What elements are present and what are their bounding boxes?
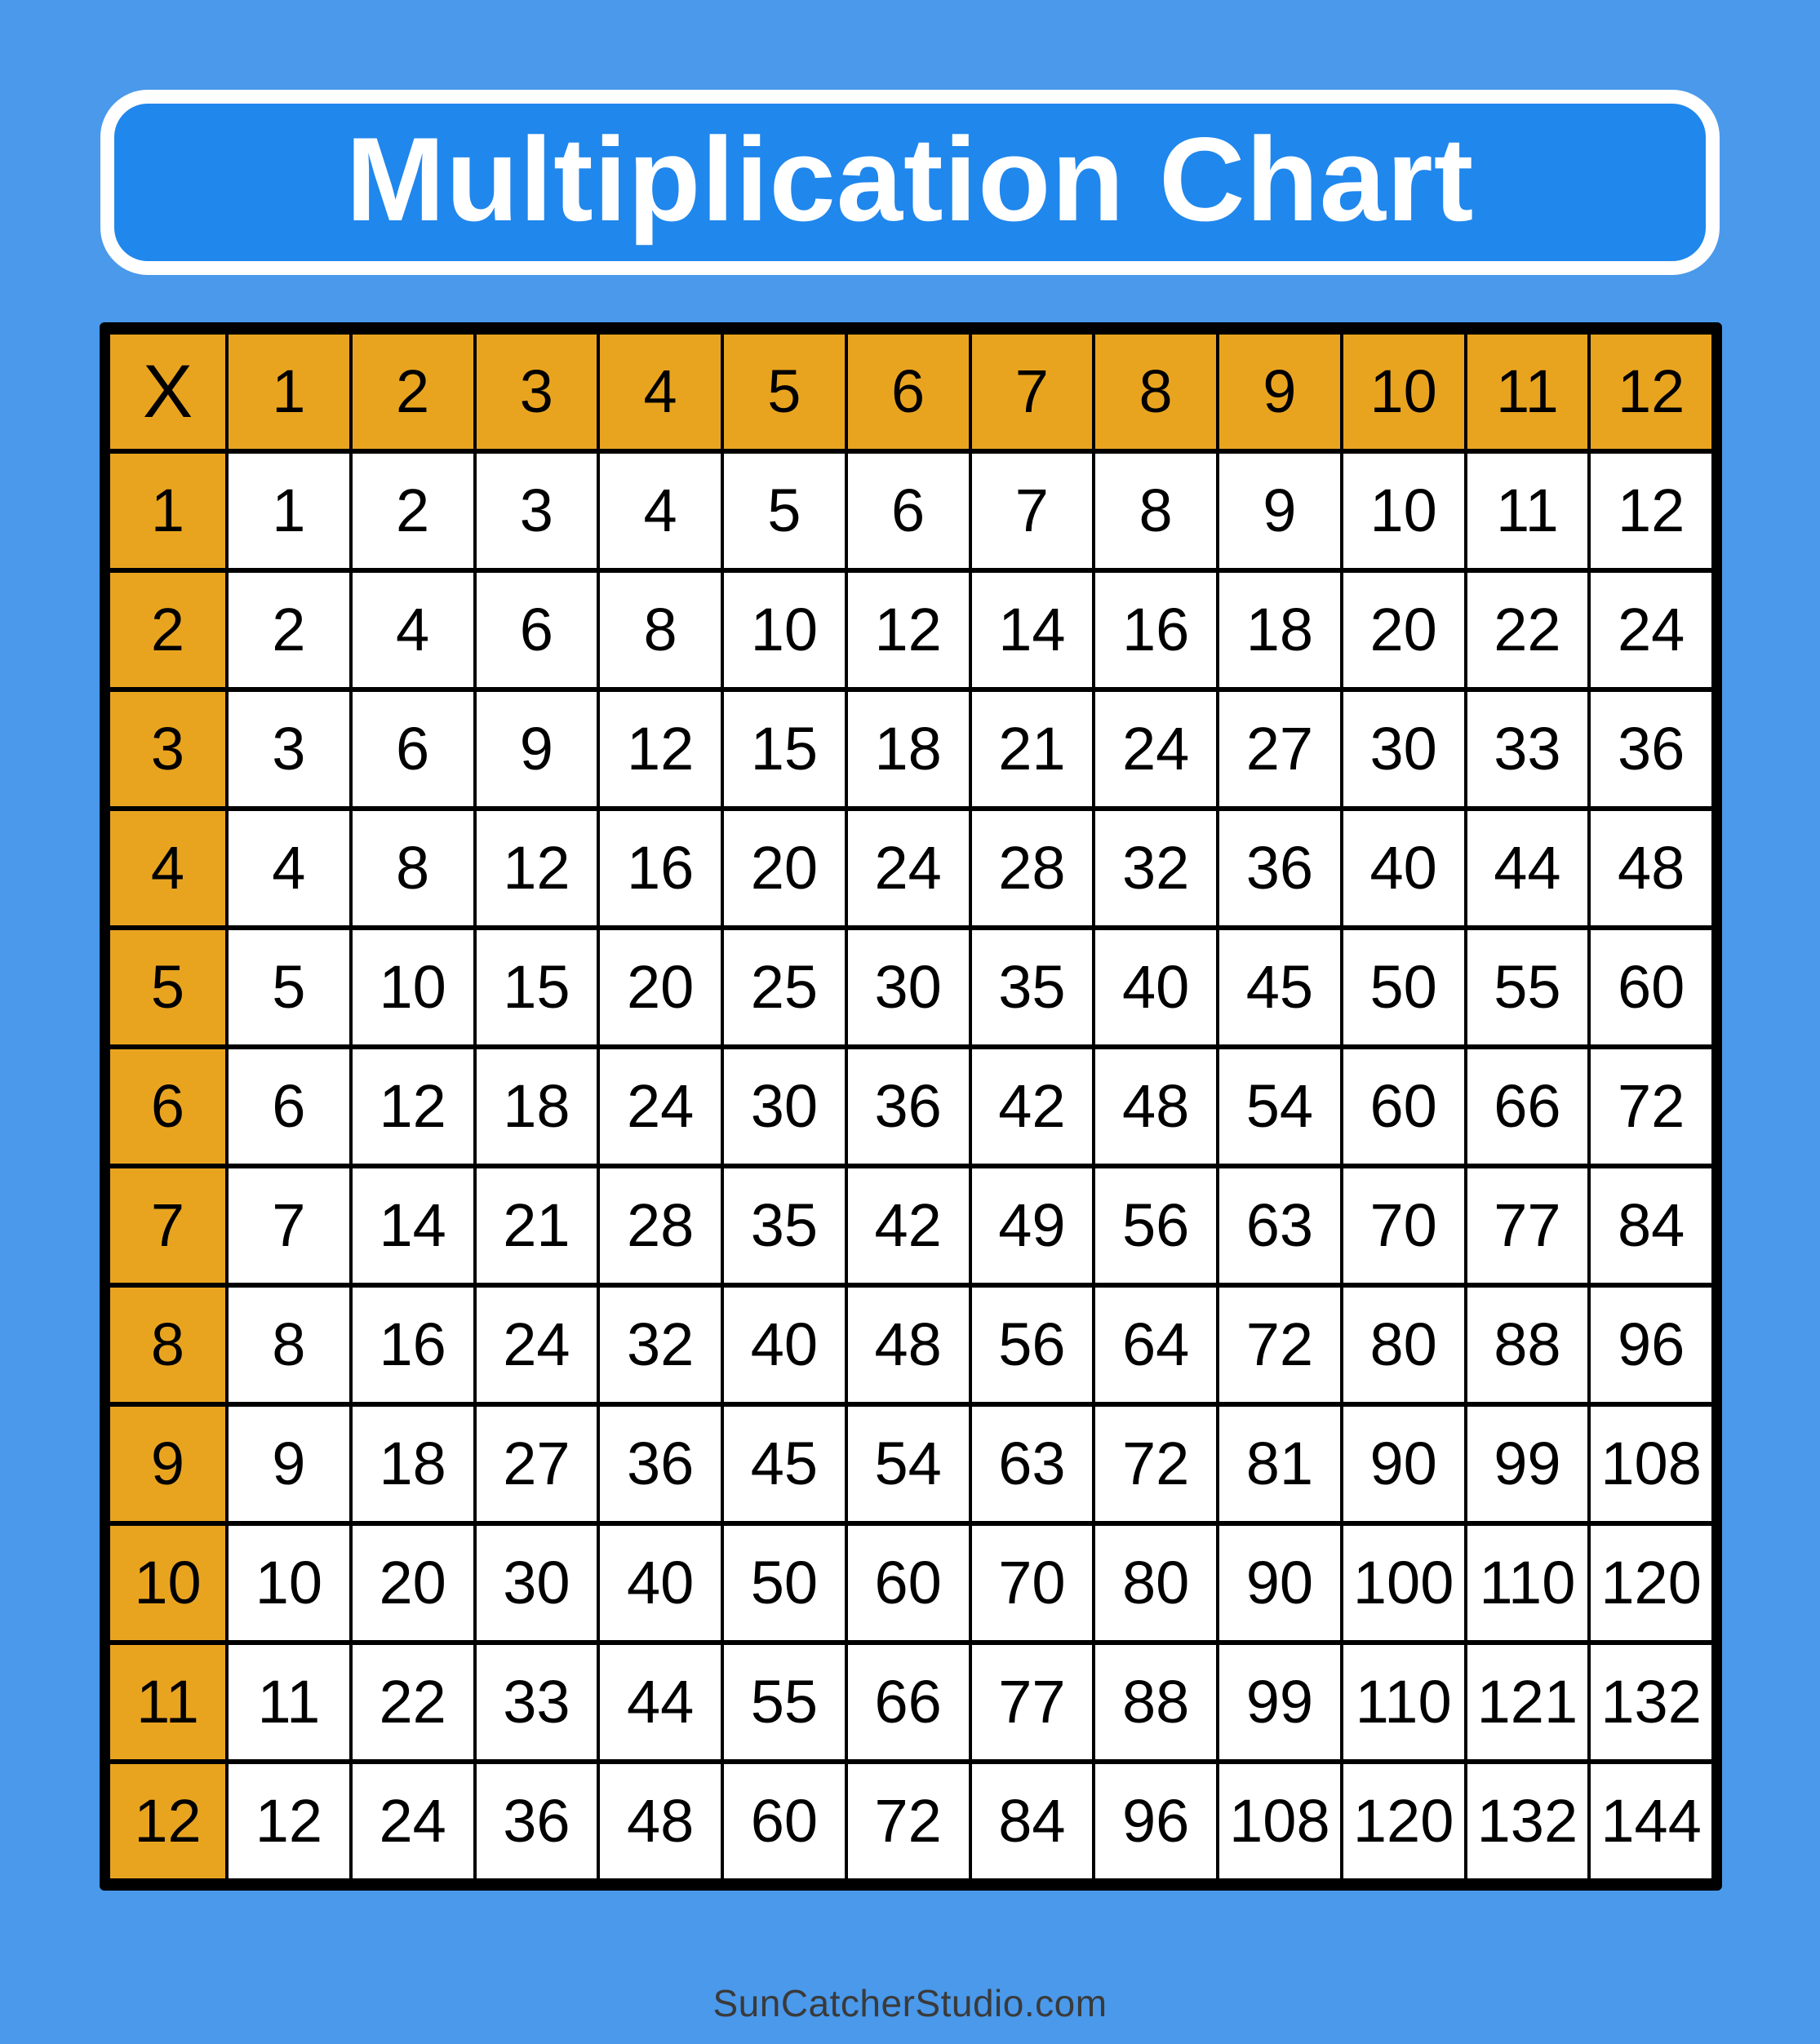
product-cell-12x11: 132 (1466, 1762, 1590, 1881)
table-row-11 (109, 1643, 1713, 1762)
product-cell-1x10: 10 (1342, 451, 1466, 570)
product-cell-4x6: 24 (846, 809, 970, 928)
product-cell-8x4: 32 (598, 1285, 722, 1404)
table-header (109, 332, 1713, 451)
product-cell-3x5: 15 (722, 689, 846, 809)
product-cell-9x12: 108 (1589, 1404, 1713, 1523)
product-cell-11x1: 11 (227, 1643, 351, 1762)
product-cell-3x3: 9 (475, 689, 599, 809)
product-cell-3x11: 33 (1466, 689, 1590, 809)
product-cell-10x7: 70 (970, 1523, 1094, 1643)
product-cell-8x3: 24 (475, 1285, 599, 1404)
product-cell-12x5: 60 (722, 1762, 846, 1881)
product-cell-10x3: 30 (475, 1523, 599, 1643)
product-cell-2x11: 22 (1466, 570, 1590, 689)
product-cell-2x6: 12 (846, 570, 970, 689)
product-cell-7x6: 42 (846, 1166, 970, 1285)
table-row-5 (109, 928, 1713, 1047)
table-row-10 (109, 1523, 1713, 1643)
product-cell-5x12: 60 (1589, 928, 1713, 1047)
product-cell-10x8: 80 (1094, 1523, 1218, 1643)
product-cell-3x6: 18 (846, 689, 970, 809)
column-header-10: 10 (1342, 332, 1466, 451)
product-cell-5x3: 15 (475, 928, 599, 1047)
product-cell-11x10: 110 (1342, 1643, 1466, 1762)
product-cell-11x12: 132 (1589, 1643, 1713, 1762)
column-header-2: 2 (351, 332, 475, 451)
corner-cell: X (109, 332, 227, 451)
product-cell-12x1: 12 (227, 1762, 351, 1881)
product-cell-4x10: 40 (1342, 809, 1466, 928)
product-cell-11x4: 44 (598, 1643, 722, 1762)
row-header-2: 2 (109, 570, 227, 689)
product-cell-2x2: 4 (351, 570, 475, 689)
column-header-1: 1 (227, 332, 351, 451)
row-header-8: 8 (109, 1285, 227, 1404)
product-cell-2x1: 2 (227, 570, 351, 689)
product-cell-4x8: 32 (1094, 809, 1218, 928)
product-cell-2x4: 8 (598, 570, 722, 689)
column-header-5: 5 (722, 332, 846, 451)
product-cell-12x4: 48 (598, 1762, 722, 1881)
product-cell-11x8: 88 (1094, 1643, 1218, 1762)
header-row (109, 332, 1713, 451)
product-cell-12x10: 120 (1342, 1762, 1466, 1881)
product-cell-9x2: 18 (351, 1404, 475, 1523)
product-cell-2x7: 14 (970, 570, 1094, 689)
product-cell-8x12: 96 (1589, 1285, 1713, 1404)
product-cell-1x5: 5 (722, 451, 846, 570)
product-cell-6x9: 54 (1218, 1047, 1342, 1166)
table-frame (100, 322, 1722, 1891)
product-cell-5x7: 35 (970, 928, 1094, 1047)
product-cell-1x3: 3 (475, 451, 599, 570)
product-cell-9x5: 45 (722, 1404, 846, 1523)
row-header-3: 3 (109, 689, 227, 809)
product-cell-11x9: 99 (1218, 1643, 1342, 1762)
product-cell-8x2: 16 (351, 1285, 475, 1404)
product-cell-8x9: 72 (1218, 1285, 1342, 1404)
product-cell-4x2: 8 (351, 809, 475, 928)
product-cell-7x7: 49 (970, 1166, 1094, 1285)
title-banner (100, 90, 1720, 275)
column-header-6: 6 (846, 332, 970, 451)
product-cell-7x12: 84 (1589, 1166, 1713, 1285)
table-row-6 (109, 1047, 1713, 1166)
table-body (109, 451, 1713, 1881)
product-cell-4x7: 28 (970, 809, 1094, 928)
product-cell-8x11: 88 (1466, 1285, 1590, 1404)
column-header-9: 9 (1218, 332, 1342, 451)
column-header-11: 11 (1466, 332, 1590, 451)
column-header-3: 3 (475, 332, 599, 451)
product-cell-5x4: 20 (598, 928, 722, 1047)
product-cell-5x5: 25 (722, 928, 846, 1047)
product-cell-6x5: 30 (722, 1047, 846, 1166)
product-cell-8x1: 8 (227, 1285, 351, 1404)
product-cell-10x6: 60 (846, 1523, 970, 1643)
product-cell-8x6: 48 (846, 1285, 970, 1404)
product-cell-10x4: 40 (598, 1523, 722, 1643)
footer-credit: SunCatcherStudio.com (712, 1982, 1108, 2024)
product-cell-4x5: 20 (722, 809, 846, 928)
product-cell-9x4: 36 (598, 1404, 722, 1523)
product-cell-12x9: 108 (1218, 1762, 1342, 1881)
product-cell-6x3: 18 (475, 1047, 599, 1166)
product-cell-12x7: 84 (970, 1762, 1094, 1881)
product-cell-9x11: 99 (1466, 1404, 1590, 1523)
product-cell-6x4: 24 (598, 1047, 722, 1166)
product-cell-6x7: 42 (970, 1047, 1094, 1166)
row-header-11: 11 (109, 1643, 227, 1762)
product-cell-11x3: 33 (475, 1643, 599, 1762)
product-cell-1x1: 1 (227, 451, 351, 570)
row-header-12: 12 (109, 1762, 227, 1881)
product-cell-10x10: 100 (1342, 1523, 1466, 1643)
product-cell-2x12: 24 (1589, 570, 1713, 689)
product-cell-2x10: 20 (1342, 570, 1466, 689)
table-row-2 (109, 570, 1713, 689)
product-cell-10x9: 90 (1218, 1523, 1342, 1643)
row-header-1: 1 (109, 451, 227, 570)
product-cell-4x3: 12 (475, 809, 599, 928)
product-cell-1x8: 8 (1094, 451, 1218, 570)
product-cell-5x8: 40 (1094, 928, 1218, 1047)
product-cell-9x9: 81 (1218, 1404, 1342, 1523)
product-cell-8x5: 40 (722, 1285, 846, 1404)
product-cell-4x11: 44 (1466, 809, 1590, 928)
product-cell-12x8: 96 (1094, 1762, 1218, 1881)
product-cell-2x9: 18 (1218, 570, 1342, 689)
product-cell-3x7: 21 (970, 689, 1094, 809)
page-title: Multiplication Chart (345, 112, 1475, 246)
product-cell-1x9: 9 (1218, 451, 1342, 570)
product-cell-3x8: 24 (1094, 689, 1218, 809)
column-header-8: 8 (1094, 332, 1218, 451)
row-header-4: 4 (109, 809, 227, 928)
multiplication-table (107, 330, 1715, 1883)
product-cell-10x12: 120 (1589, 1523, 1713, 1643)
product-cell-6x8: 48 (1094, 1047, 1218, 1166)
product-cell-5x6: 30 (846, 928, 970, 1047)
product-cell-1x12: 12 (1589, 451, 1713, 570)
product-cell-4x4: 16 (598, 809, 722, 928)
product-cell-9x10: 90 (1342, 1404, 1466, 1523)
product-cell-4x1: 4 (227, 809, 351, 928)
product-cell-2x5: 10 (722, 570, 846, 689)
product-cell-7x2: 14 (351, 1166, 475, 1285)
table-row-7 (109, 1166, 1713, 1285)
product-cell-7x4: 28 (598, 1166, 722, 1285)
product-cell-7x10: 70 (1342, 1166, 1466, 1285)
product-cell-11x7: 77 (970, 1643, 1094, 1762)
table-row-1 (109, 451, 1713, 570)
product-cell-5x1: 5 (227, 928, 351, 1047)
product-cell-7x1: 7 (227, 1166, 351, 1285)
product-cell-11x11: 121 (1466, 1643, 1590, 1762)
product-cell-11x2: 22 (351, 1643, 475, 1762)
row-header-9: 9 (109, 1404, 227, 1523)
product-cell-3x1: 3 (227, 689, 351, 809)
product-cell-1x4: 4 (598, 451, 722, 570)
row-header-5: 5 (109, 928, 227, 1047)
table-row-8 (109, 1285, 1713, 1404)
product-cell-10x2: 20 (351, 1523, 475, 1643)
product-cell-3x2: 6 (351, 689, 475, 809)
column-header-7: 7 (970, 332, 1094, 451)
product-cell-3x12: 36 (1589, 689, 1713, 809)
row-header-7: 7 (109, 1166, 227, 1285)
product-cell-2x3: 6 (475, 570, 599, 689)
product-cell-11x6: 66 (846, 1643, 970, 1762)
product-cell-11x5: 55 (722, 1643, 846, 1762)
product-cell-4x12: 48 (1589, 809, 1713, 928)
product-cell-7x9: 63 (1218, 1166, 1342, 1285)
product-cell-5x11: 55 (1466, 928, 1590, 1047)
product-cell-12x12: 144 (1589, 1762, 1713, 1881)
product-cell-10x11: 110 (1466, 1523, 1590, 1643)
product-cell-5x9: 45 (1218, 928, 1342, 1047)
product-cell-4x9: 36 (1218, 809, 1342, 928)
table-row-9 (109, 1404, 1713, 1523)
column-header-4: 4 (598, 332, 722, 451)
table-row-12 (109, 1762, 1713, 1881)
product-cell-1x7: 7 (970, 451, 1094, 570)
product-cell-6x10: 60 (1342, 1047, 1466, 1166)
table-row-3 (109, 689, 1713, 809)
product-cell-1x2: 2 (351, 451, 475, 570)
product-cell-6x2: 12 (351, 1047, 475, 1166)
product-cell-7x8: 56 (1094, 1166, 1218, 1285)
product-cell-6x1: 6 (227, 1047, 351, 1166)
product-cell-10x5: 50 (722, 1523, 846, 1643)
product-cell-9x3: 27 (475, 1404, 599, 1523)
product-cell-10x1: 10 (227, 1523, 351, 1643)
product-cell-12x6: 72 (846, 1762, 970, 1881)
product-cell-9x1: 9 (227, 1404, 351, 1523)
product-cell-5x10: 50 (1342, 928, 1466, 1047)
product-cell-9x6: 54 (846, 1404, 970, 1523)
row-header-10: 10 (109, 1523, 227, 1643)
product-cell-7x5: 35 (722, 1166, 846, 1285)
product-cell-1x11: 11 (1466, 451, 1590, 570)
product-cell-9x7: 63 (970, 1404, 1094, 1523)
product-cell-8x10: 80 (1342, 1285, 1466, 1404)
product-cell-12x2: 24 (351, 1762, 475, 1881)
product-cell-7x3: 21 (475, 1166, 599, 1285)
product-cell-3x9: 27 (1218, 689, 1342, 809)
product-cell-5x2: 10 (351, 928, 475, 1047)
row-header-6: 6 (109, 1047, 227, 1166)
product-cell-8x7: 56 (970, 1285, 1094, 1404)
product-cell-1x6: 6 (846, 451, 970, 570)
column-header-12: 12 (1589, 332, 1713, 451)
product-cell-6x6: 36 (846, 1047, 970, 1166)
product-cell-2x8: 16 (1094, 570, 1218, 689)
product-cell-9x8: 72 (1094, 1404, 1218, 1523)
product-cell-8x8: 64 (1094, 1285, 1218, 1404)
product-cell-6x12: 72 (1589, 1047, 1713, 1166)
product-cell-3x10: 30 (1342, 689, 1466, 809)
product-cell-12x3: 36 (475, 1762, 599, 1881)
product-cell-7x11: 77 (1466, 1166, 1590, 1285)
table-row-4 (109, 809, 1713, 928)
product-cell-6x11: 66 (1466, 1047, 1590, 1166)
product-cell-3x4: 12 (598, 689, 722, 809)
